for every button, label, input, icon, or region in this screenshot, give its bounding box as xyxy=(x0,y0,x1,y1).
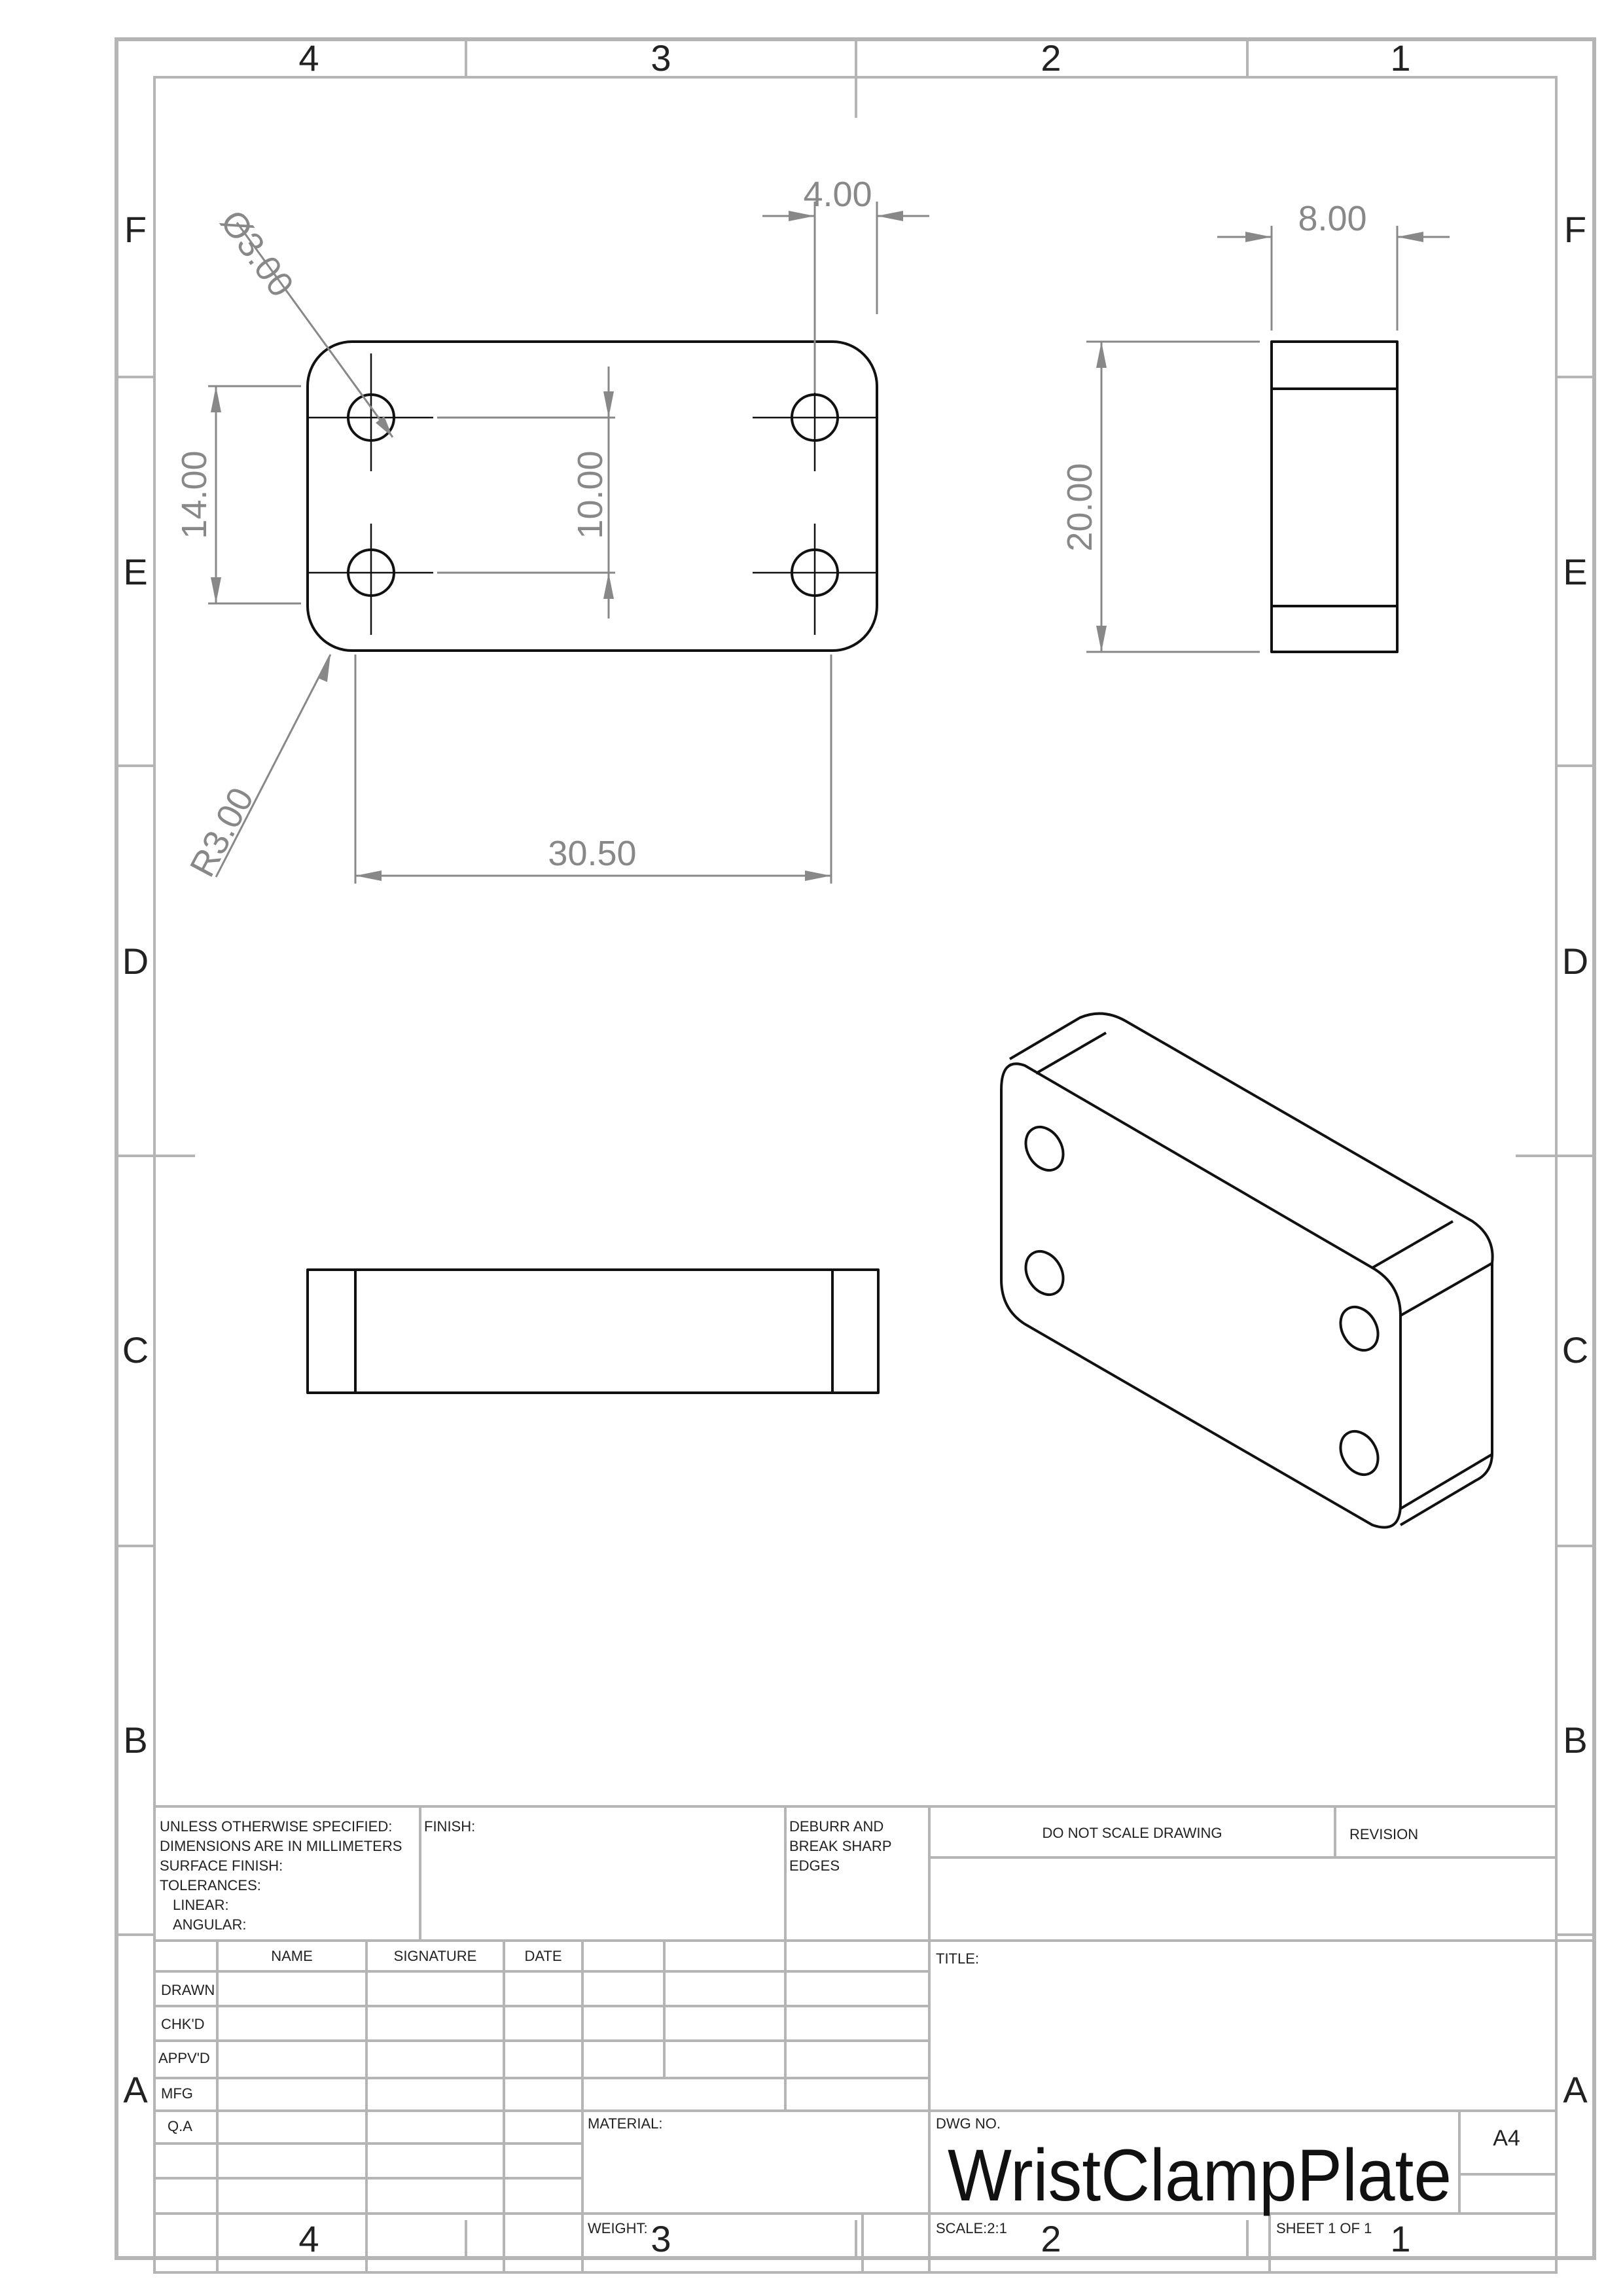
zone-row-label: A xyxy=(123,2069,148,2110)
zone-col-label: 1 xyxy=(1390,2218,1411,2259)
deburr-note: DEBURR AND xyxy=(789,1818,884,1835)
zone-row-label: A xyxy=(1563,2069,1588,2110)
zone-row-label: C xyxy=(122,1329,149,1371)
zone-row-label: B xyxy=(123,1719,148,1761)
iso-hole xyxy=(1018,1121,1071,1177)
isometric-view xyxy=(1001,1014,1493,1528)
tolerance-note: DIMENSIONS ARE IN MILLIMETERS xyxy=(160,1838,402,1854)
iso-hole xyxy=(1333,1300,1385,1357)
hole-offset-dim: 4.00 xyxy=(803,175,872,214)
top-outline xyxy=(308,1270,878,1393)
row-label-mfg: MFG xyxy=(161,2085,193,2102)
tolerance-note: TOLERANCES: xyxy=(160,1877,261,1893)
zone-row-label: C xyxy=(1561,1329,1589,1371)
corner-radius-dim: R3.00 xyxy=(182,781,262,884)
side-thickness-dim: 8.00 xyxy=(1298,199,1367,238)
material-label: MATERIAL: xyxy=(588,2115,663,2132)
row-label-qa: Q.A xyxy=(168,2118,192,2134)
name-header: NAME xyxy=(271,1948,313,1964)
deburr-note: BREAK SHARP xyxy=(789,1838,892,1854)
zone-col-label: 3 xyxy=(651,2218,671,2259)
weight-label: WEIGHT: xyxy=(588,2220,648,2236)
zone-row-label: E xyxy=(1563,551,1588,592)
drawing-name: WristClampPlate xyxy=(948,2134,1452,2216)
zone-col-label: 2 xyxy=(1041,2218,1061,2259)
dwg-no-label: DWG NO. xyxy=(936,2115,1001,2132)
sheet-frame xyxy=(116,39,1594,2272)
row-label-approved: APPV'D xyxy=(158,2050,210,2066)
deburr-note: EDGES xyxy=(789,1857,840,1874)
hole-diameter-dim: Ø3.00 xyxy=(213,203,302,304)
title-block xyxy=(154,1806,1594,2272)
hole-spacing-x-dim: 30.50 xyxy=(548,834,637,873)
row-label-checked: CHK'D xyxy=(161,2016,205,2032)
zone-col-label: 1 xyxy=(1390,37,1411,79)
zone-col-label: 4 xyxy=(298,37,319,79)
do-not-scale-note: DO NOT SCALE DRAWING xyxy=(1042,1825,1222,1841)
hole-spacing-y-dim: 10.00 xyxy=(571,450,610,539)
iso-hole xyxy=(1018,1245,1071,1302)
zone-row-label: D xyxy=(1561,941,1589,982)
zone-col-label: 2 xyxy=(1041,37,1061,79)
zone-row-label: D xyxy=(122,941,149,982)
side-height-dim: 20.00 xyxy=(1060,463,1099,552)
iso-side-face xyxy=(1400,1263,1492,1525)
side-view xyxy=(1272,342,1397,652)
signature-header: SIGNATURE xyxy=(393,1948,477,1964)
iso-top-face xyxy=(1010,1014,1493,1316)
zone-col-label: 4 xyxy=(298,2218,319,2259)
iso-hole xyxy=(1333,1425,1385,1482)
zone-col-label: 3 xyxy=(651,37,671,79)
zone-row-label: E xyxy=(123,551,148,592)
scale-label: SCALE:2:1 xyxy=(936,2220,1007,2236)
row-label-drawn: DRAWN xyxy=(161,1982,215,1998)
front-view-dimensions xyxy=(175,175,929,884)
zone-row-label: B xyxy=(1563,1719,1588,1761)
iso-front-face xyxy=(1001,1064,1400,1527)
outer-height-dim: 14.00 xyxy=(175,450,214,539)
tolerance-note: UNLESS OTHERWISE SPECIFIED: xyxy=(160,1818,393,1835)
finish-label: FINISH: xyxy=(424,1818,476,1835)
tolerance-note: SURFACE FINISH: xyxy=(160,1857,283,1874)
zone-row-label: F xyxy=(1563,209,1587,250)
zone-row-label: F xyxy=(124,209,147,250)
side-view-dimensions xyxy=(1060,199,1450,652)
revision-label: REVISION xyxy=(1349,1826,1419,1842)
sheet-label: SHEET 1 OF 1 xyxy=(1276,2220,1372,2236)
tolerance-note: ANGULAR: xyxy=(173,1916,247,1933)
title-label: TITLE: xyxy=(936,1950,980,1967)
tolerance-note: LINEAR: xyxy=(173,1897,229,1913)
sheet-size: A4 xyxy=(1493,2126,1520,2151)
date-header: DATE xyxy=(524,1948,562,1964)
zone-labels xyxy=(122,37,1588,2259)
top-view xyxy=(308,1270,878,1393)
